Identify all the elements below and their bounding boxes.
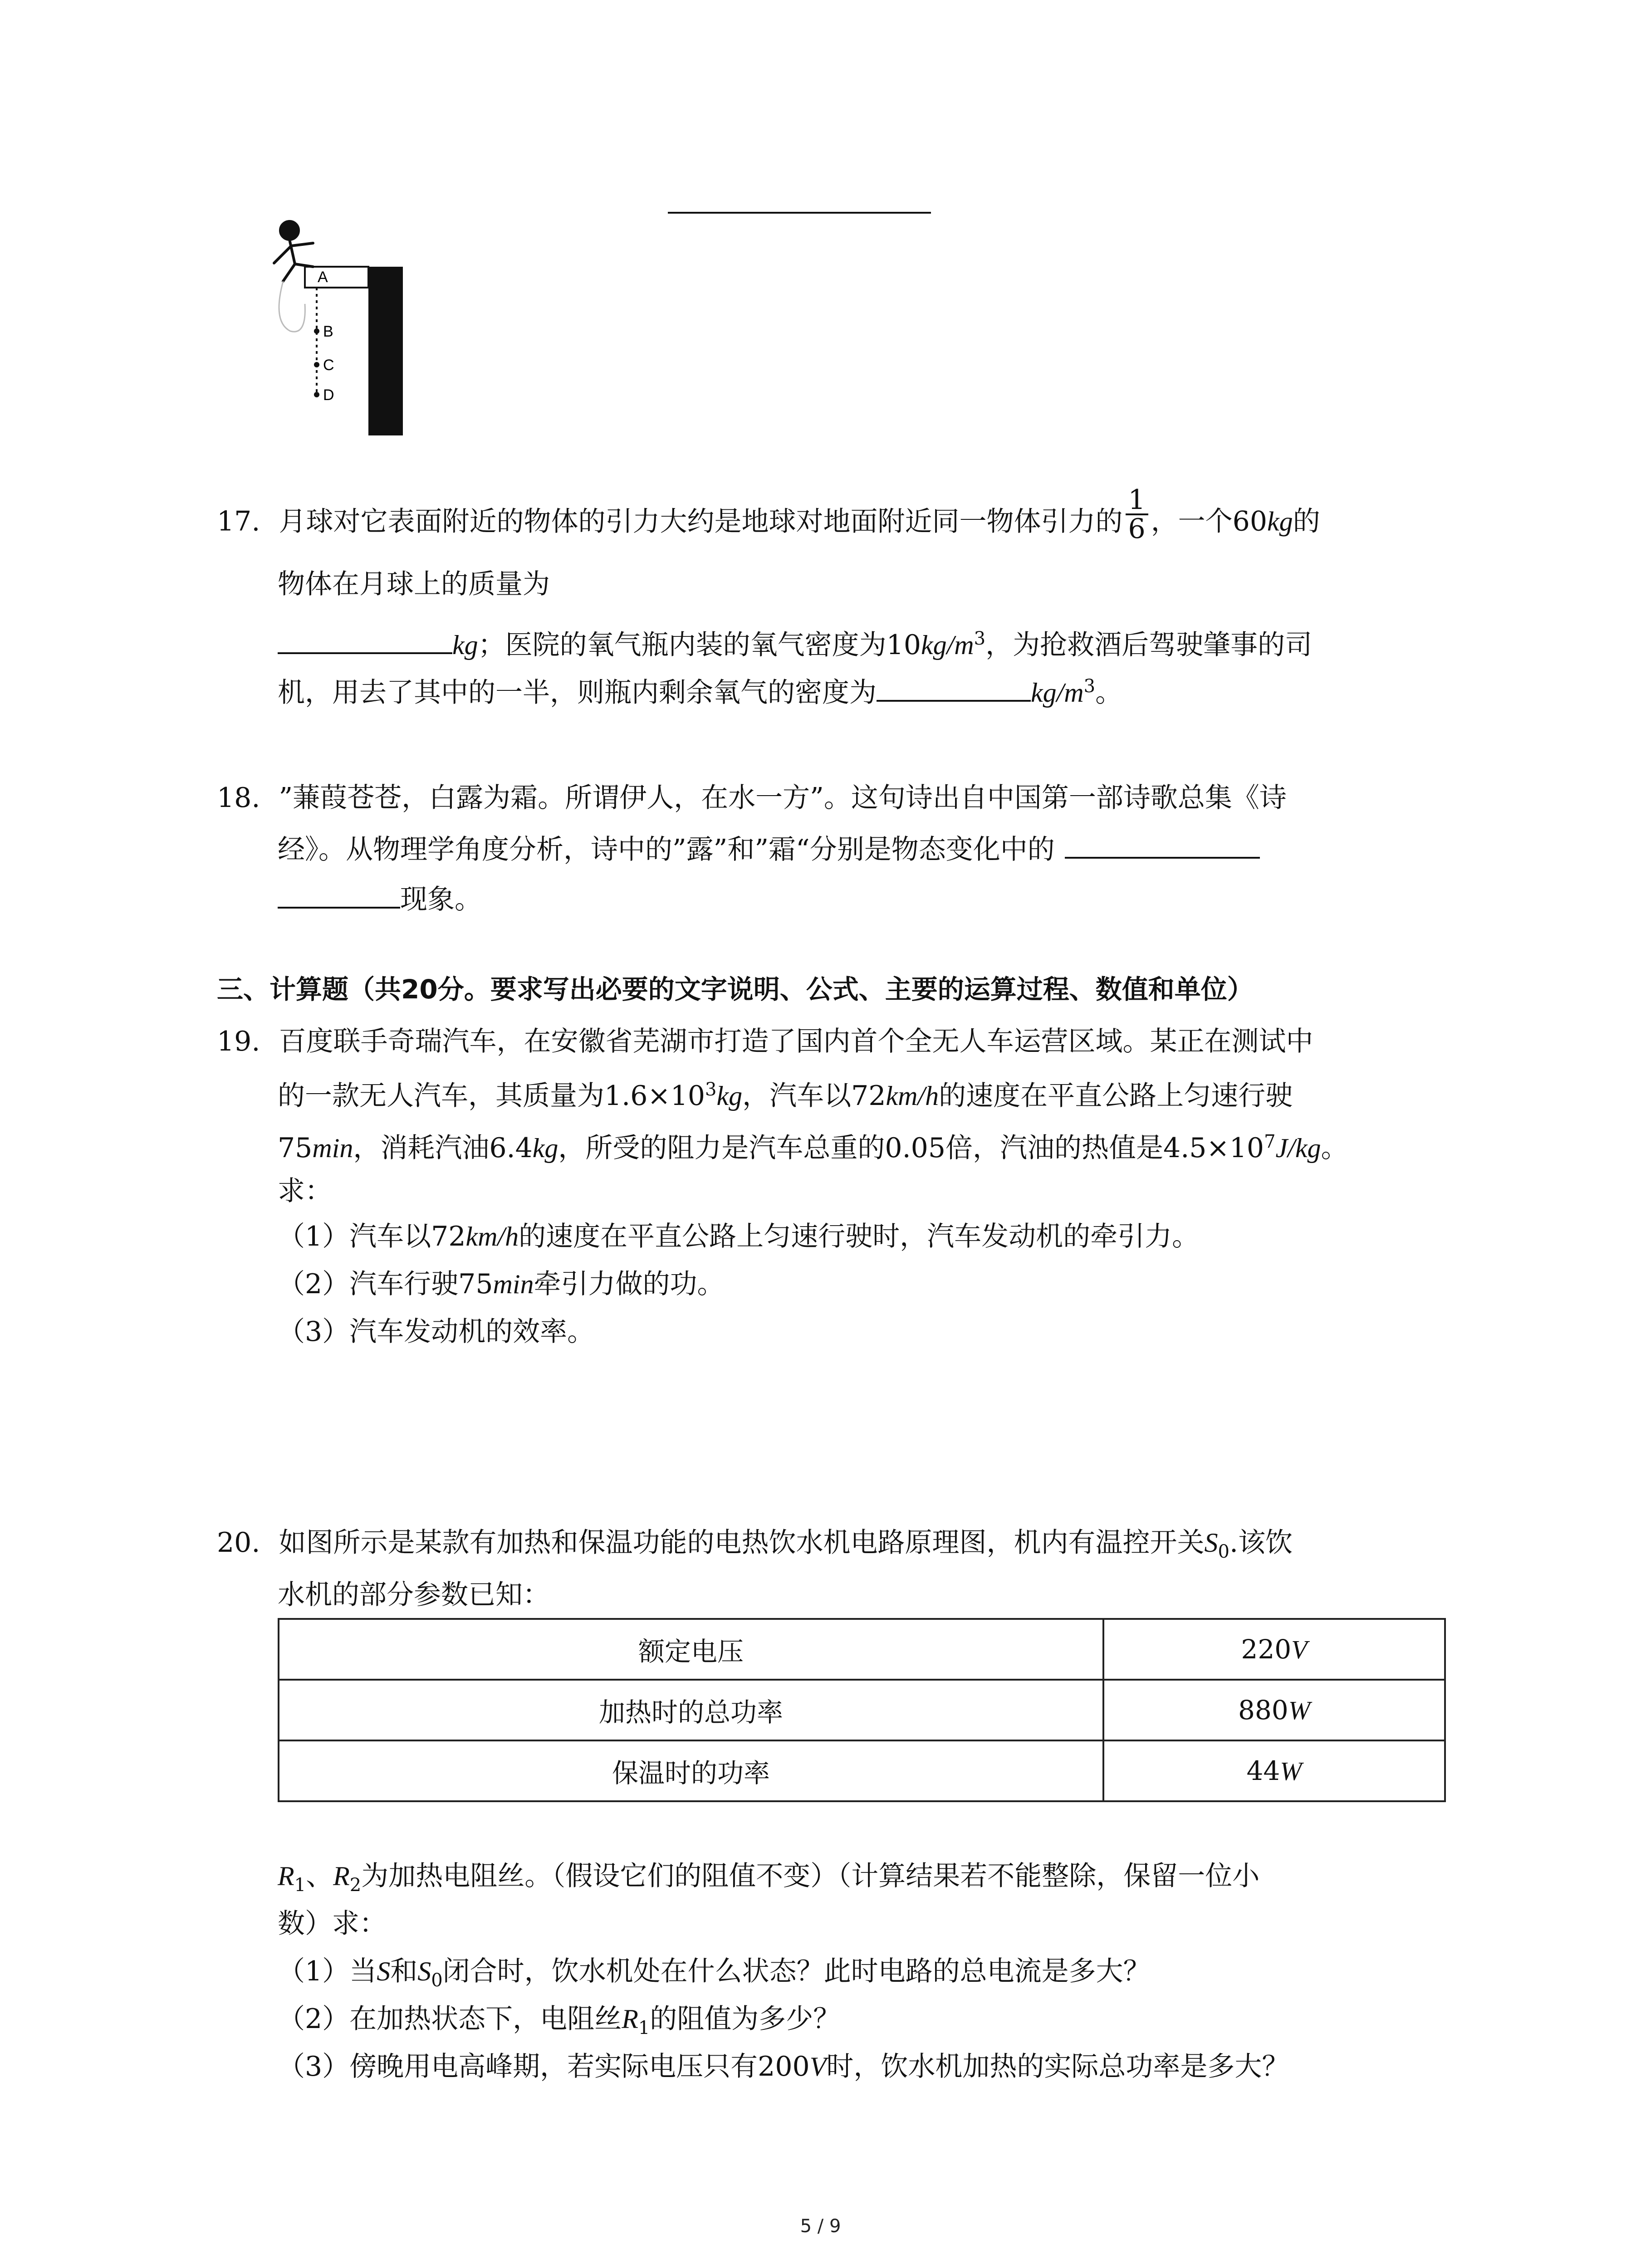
label-d: D — [323, 386, 334, 404]
q20-sub2: （2）在加热状态下，电阻丝$R_1$的阻值为多少？ — [278, 2003, 841, 2038]
q19-sub2: （2）汽车行驶75min牵引力做的功。 — [278, 1268, 725, 1300]
q19-line4: 求： — [278, 1175, 332, 1207]
q16-figure — [263, 213, 417, 440]
q17-line2: 物体在月球上的质量为 — [278, 568, 550, 600]
answer-blank-q17-density[interactable] — [877, 675, 1031, 702]
q20-sub3: （3）傍晚用电高峰期，若实际电压只有200V时，饮水机加热的实际总功率是多大？ — [278, 2051, 1289, 2082]
q19-line1: 19. 百度联手奇瑞汽车，在安徽省芜湖市打造了国内首个全无人车运营区域。某正在测试中 — [217, 1026, 1313, 1057]
question-number: 18. — [217, 782, 260, 814]
q19-line3: 75min，消耗汽油6.4kg，所受的阻力是汽车总重的0.05倍，汽油的热值是$4.5\times 10^7J/kg$。 — [278, 1131, 1348, 1164]
page-number: 5 / 9 — [800, 2216, 841, 2237]
q19-line2: 的一款无人汽车，其质量为$1.6\times 10^3kg$，汽车以72km/h的速度在平直公路上匀速行驶 — [278, 1079, 1293, 1112]
answer-blank-q18-frost[interactable] — [278, 881, 400, 909]
question-number: 20. — [217, 1527, 260, 1559]
q17-line1: 17. 月球对它表面附近的物体的引力大约是地球对地面附近同一物体引力的 $\frac{1}{6}$ ，一个60kg的 — [217, 484, 1320, 545]
question-number: 19. — [217, 1026, 260, 1057]
label-b: B — [323, 323, 333, 340]
table-row — [279, 1680, 1445, 1740]
q17-line4: 机，用去了其中的一半，则瓶内剩余氧气的密度为 $kg/m^3$。 — [278, 675, 1122, 709]
table-row — [279, 1740, 1445, 1801]
param-value: 44W — [1103, 1740, 1445, 1801]
q20-after1: $R_1$、$R_2$为加热电阻丝。（假设它们的阻值不变）（计算结果若不能整除，保留一位小 — [278, 1860, 1260, 1896]
parameter-table — [278, 1618, 1446, 1802]
fraction-one-sixth: $\frac{1}{6}$ — [1126, 486, 1148, 543]
param-name: 保温时的功率 — [279, 1740, 1103, 1801]
q19-sub1: （1）汽车以72km/h的速度在平直公路上匀速行驶时，汽车发动机的牵引力。 — [278, 1221, 1200, 1252]
q18-line2: 经》。从物理学角度分析，诗中的”露”和”霜“分别是物态变化中的 — [278, 831, 1260, 866]
label-c: C — [323, 357, 334, 374]
param-name: 加热时的总功率 — [279, 1680, 1103, 1740]
q20-sub1: （1）当S和$S_0$闭合时，饮水机处在什么状态？此时电路的总电流是多大？ — [278, 1955, 1151, 1991]
q17-line3: kg；医院的氧气瓶内装的氧气密度为$10kg/m^3$，为抢救酒后驾驶肇事的司 — [278, 627, 1312, 661]
q20-line1: 20. 如图所示是某款有加热和保温功能的电热饮水机电路原理图，机内有温控开关$S_0$.该饮 — [217, 1527, 1293, 1562]
q19-sub3: （3）汽车发动机的效率。 — [278, 1316, 595, 1348]
q18-line3: 现象。 — [278, 881, 482, 916]
param-name: 额定电压 — [279, 1619, 1103, 1680]
param-value: 880W — [1103, 1680, 1445, 1740]
q20-after2: 数）求： — [278, 1908, 387, 1940]
question-number: 17. — [217, 505, 260, 538]
answer-blank-q17-mass[interactable] — [278, 627, 452, 654]
q18-line1: 18. ”蒹葭苍苍，白露为霜。所谓伊人，在水一方”。这句诗出自中国第一部诗歌总集《诗 — [217, 782, 1287, 814]
param-value: 220V — [1103, 1619, 1445, 1680]
section-title: 三、计算题（共20分。要求写出必要的文字说明、公式、主要的运算过程、数值和单位） — [217, 974, 1254, 1005]
label-a: A — [318, 269, 328, 286]
answer-blank-q18-dew[interactable] — [1065, 831, 1260, 859]
answer-blank-q16[interactable] — [668, 212, 931, 214]
table-row — [279, 1619, 1445, 1680]
q20-line2: 水机的部分参数已知： — [278, 1579, 550, 1611]
